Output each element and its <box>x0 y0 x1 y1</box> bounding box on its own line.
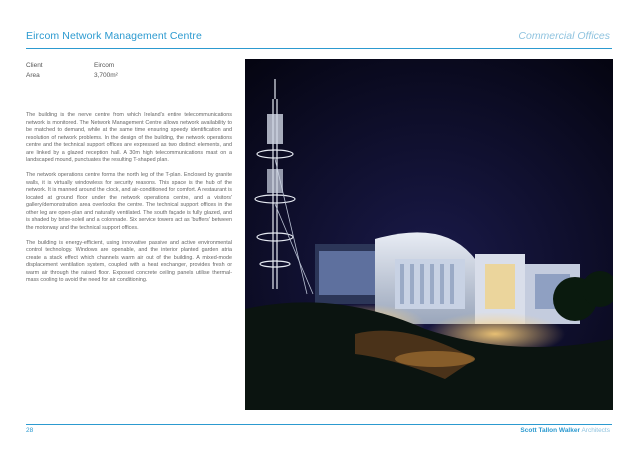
page-number: 28 <box>26 427 34 434</box>
meta-value: Eircom <box>94 62 115 69</box>
firm-name: Scott Tallon Walker <box>520 427 580 434</box>
firm-type: Architects <box>581 427 610 434</box>
building-photo <box>245 59 613 410</box>
meta-key: Area <box>26 72 40 79</box>
night-building-image <box>245 59 613 410</box>
header-divider <box>26 48 612 49</box>
meta-row-area <box>26 71 118 81</box>
paragraph: The building is energy-efficient, using innovative passive and active environmental control technology. Windows are openable, and the interior planted garden atria create a stack effect which channels warm air out of the building. A mixed-mode displacement ventilation system, coupled with a heat exchanger, provides fresh or warm air through the raised floor. Exposed concrete ceiling panels utilise thermal-mass cooling to avoid the need for air conditioning. <box>26 239 232 283</box>
meta-value: 3,700m² <box>94 72 118 79</box>
footer-credit <box>520 427 610 434</box>
project-meta <box>26 61 118 81</box>
footer-divider <box>26 424 612 425</box>
category-label: Commercial Offices <box>518 30 610 42</box>
meta-key: Client <box>26 62 43 69</box>
meta-row-client <box>26 61 118 71</box>
page-title: Eircom Network Management Centre <box>26 30 202 42</box>
paragraph: The building is the nerve centre from which Ireland's entire telecommunications network is monitored. The Network Management Centre allows network availability to be matched to demand, while at the same time ensuring speedy identification and resolution of network problems. In the design of the building, the network operations centre and the technical support offices are expressed as two distinct elements, and are linked by a glazed reception hall. A 30m high telecommunications mast on a landscaped mound, punctuates the resulting T-shaped plan. <box>26 112 232 163</box>
description-text <box>26 112 232 292</box>
paragraph: The network operations centre forms the north leg of the T-plan. Enclosed by granite walls, it is virtually windowless for security reasons. This space is the hub of the network. It is manned around the clock, and air-conditioned for comfort. A restaurant is located at ground floor under the network operations centre, and a visitors' gallery/demonstration area overlooks the centre. The technical support offices in the other leg are open-plan and naturally ventilated. The south façade is fully glazed, and is shaded by brise-soleil and a colonnade. Six service towers act as 'buffers' between the motorway and the technical support offices. <box>26 172 232 231</box>
